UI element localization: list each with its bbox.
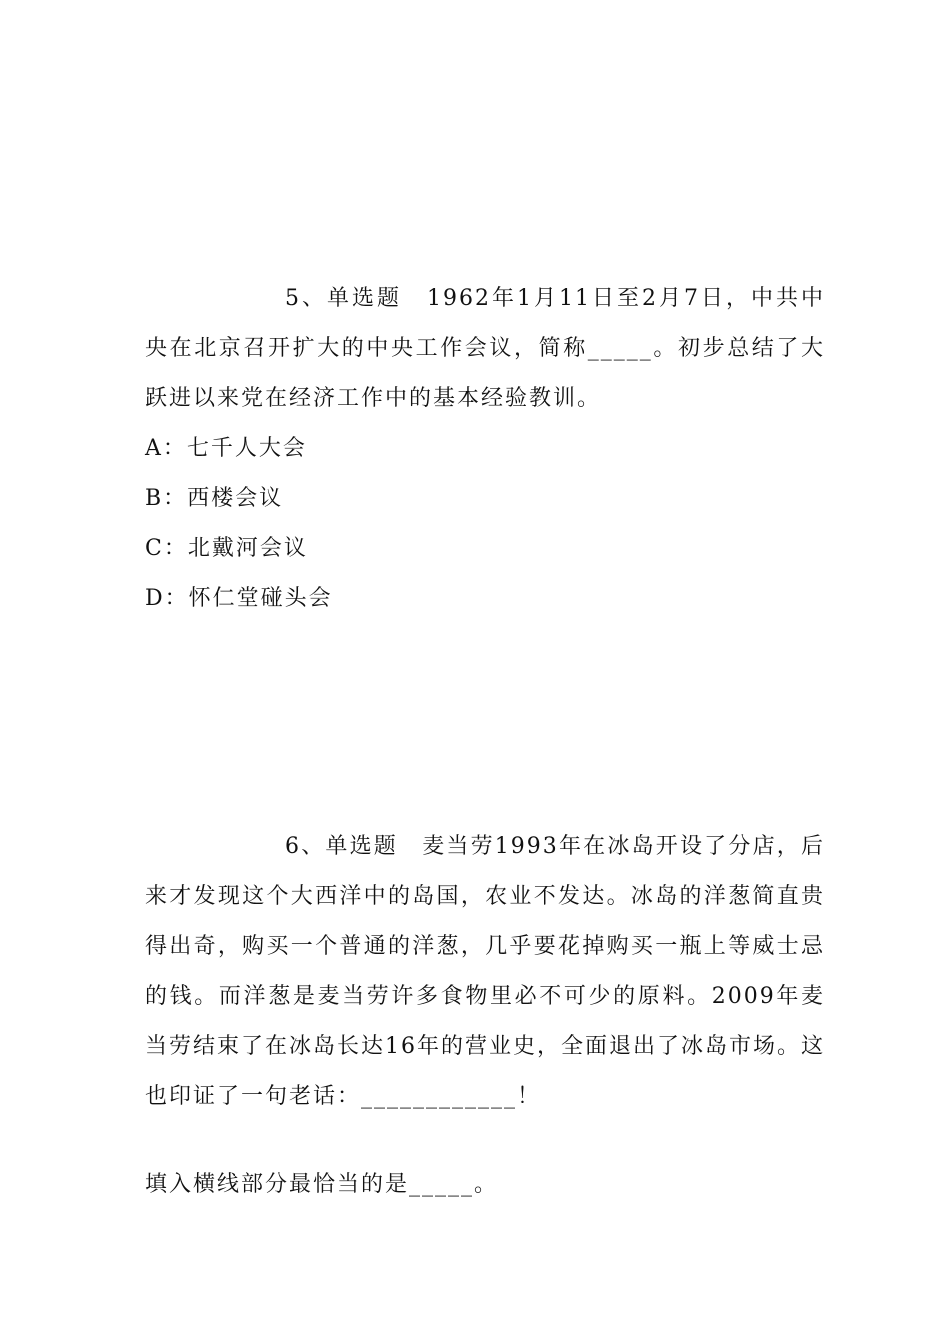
- question-5-option-c: C：北戴河会议: [145, 536, 308, 561]
- question-6-prompt: 填入横线部分最恰当的是_____。: [145, 1172, 499, 1197]
- question-5: [145, 274, 825, 624]
- question-5-option-d: D：怀仁堂碰头会: [145, 586, 333, 611]
- question-6-stem: 6、单选题 麦当劳1993年在冰岛开设了分店，后来才发现这个大西洋中的岛国，农业不发达。冰岛的洋葱简直贵得出奇，购买一个普通的洋葱，几乎要花掉购买一瓶上等威士忌的钱。而洋葱是麦当劳许多食物里必不可少的原料。2009年麦当劳结束了在冰岛长达16年的营业史，全面退出了冰岛市场。这也印证了一句老话：____________！: [145, 834, 825, 1109]
- question-6: [145, 822, 825, 1210]
- question-5-option-b: B：西楼会议: [145, 486, 284, 511]
- question-5-option-a: A：七千人大会: [145, 436, 307, 461]
- question-5-stem: 5、单选题 1962年1月11日至2月7日，中共中央在北京召开扩大的中央工作会议，简称_____。初步总结了大跃进以来党在经济工作中的基本经验教训。: [145, 286, 825, 411]
